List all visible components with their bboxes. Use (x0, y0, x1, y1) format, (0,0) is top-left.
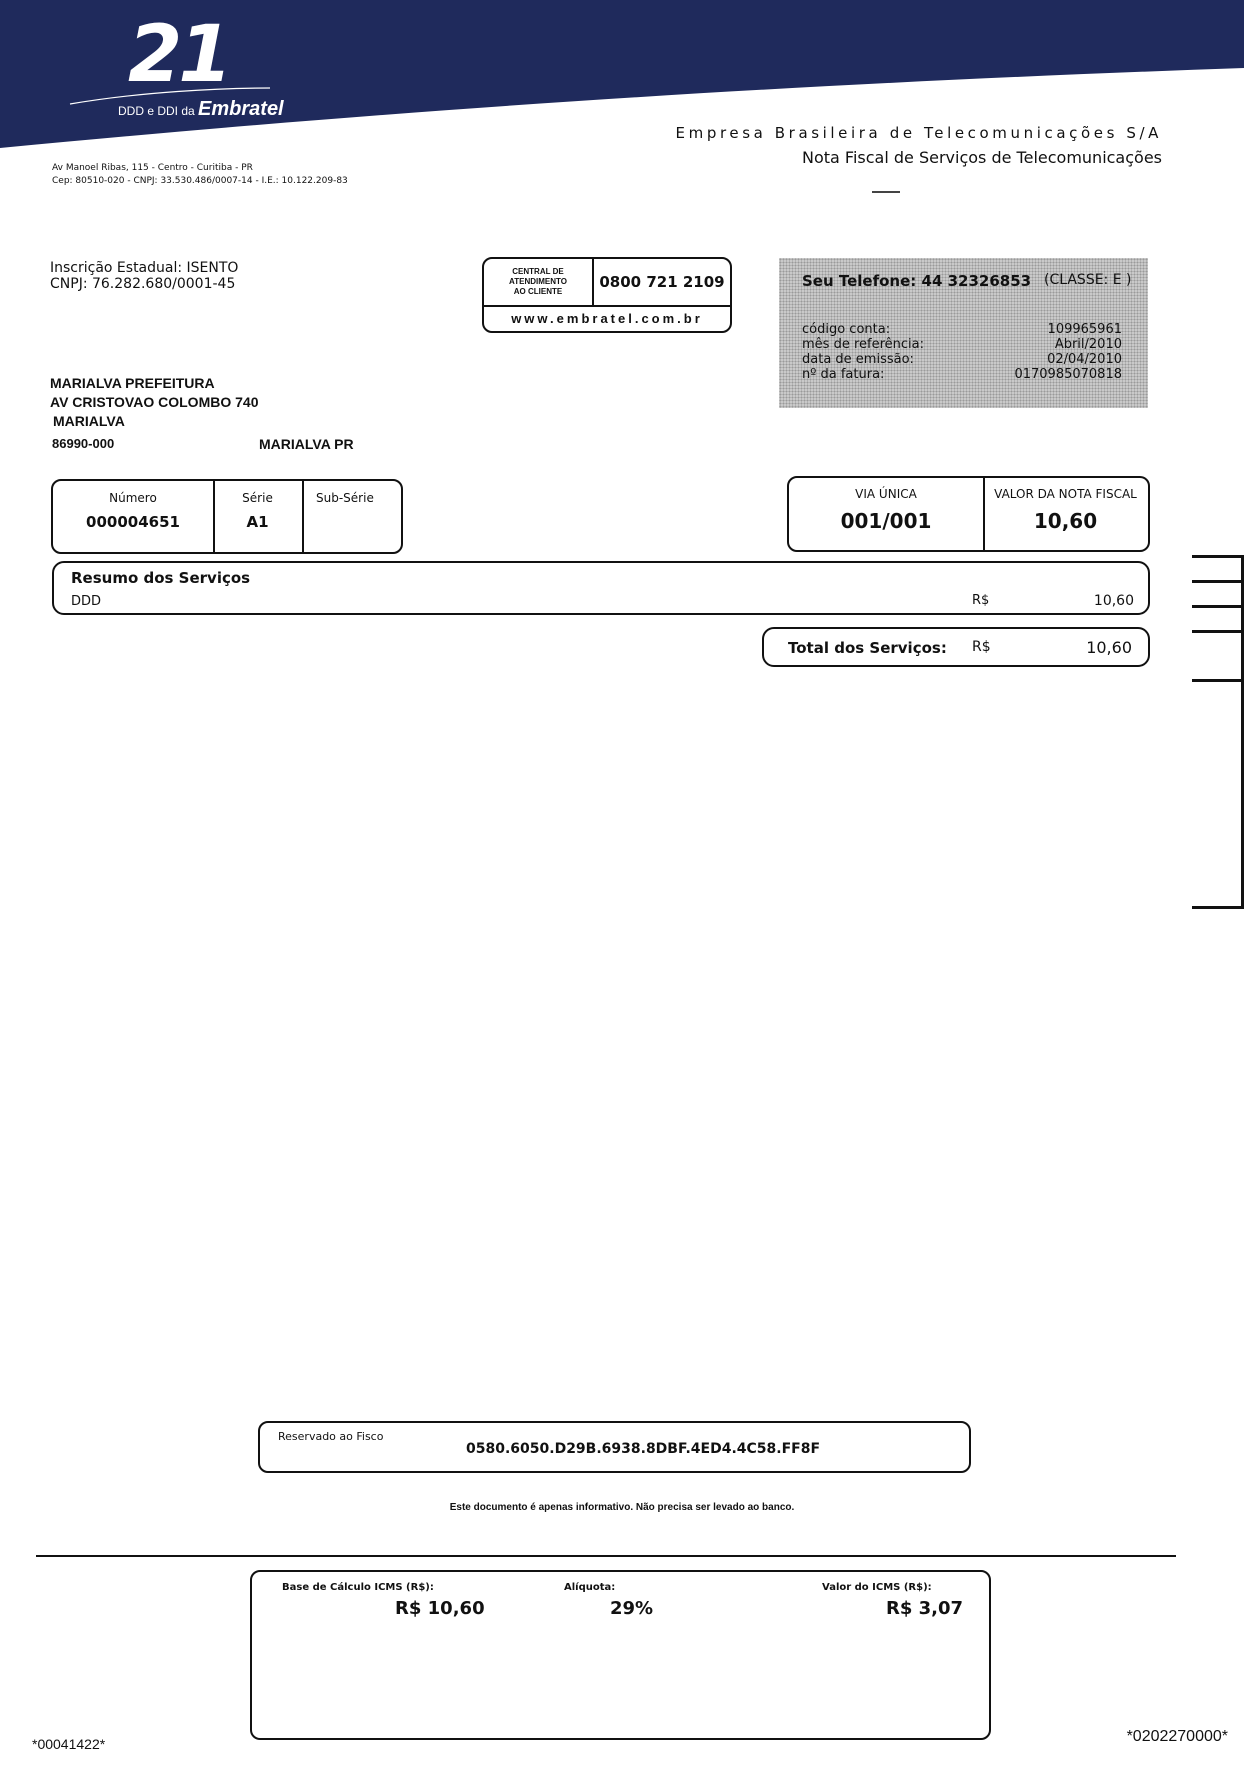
address-line-2: Cep: 80510-020 - CNPJ: 33.530.486/0007-14 - I.E.: 10.122.209-83 (52, 176, 348, 186)
via-cell (789, 478, 985, 550)
edge-mark (1192, 605, 1244, 608)
account-row (802, 322, 1122, 337)
total-label: Total dos Serviços: (788, 639, 947, 657)
account-row (802, 337, 1122, 352)
recipient-cep: 86990-000 (52, 436, 115, 451)
icms-base-value: R$ 10,60 (395, 1598, 485, 1619)
total-value: 10,60 (1086, 638, 1132, 657)
total-currency: R$ (972, 639, 991, 655)
fisco-box (258, 1421, 971, 1473)
contact-box (482, 257, 732, 333)
service-item-value: 10,60 (1093, 593, 1134, 609)
account-row (802, 367, 1122, 382)
logo-prefix: DDD e DDI da (118, 104, 195, 118)
service-item-name: DDD (71, 594, 102, 609)
cnpj: CNPJ: 76.282.680/0001-45 (50, 276, 236, 292)
services-total (762, 627, 1150, 667)
account-row (802, 352, 1122, 367)
classe: (CLASSE: E ) (1044, 272, 1132, 288)
company-address (52, 162, 348, 188)
via-label: VIA ÚNICA (855, 487, 917, 501)
edge-mark (1192, 679, 1244, 682)
title-dash (872, 191, 900, 193)
account-details (802, 322, 1122, 382)
informative-note: Este documento é apenas informativo. Não precisa ser levado ao banco. (449, 1502, 795, 1513)
services-title: Resumo dos Serviços (71, 569, 251, 587)
icms-valor-label: Valor do ICMS (R$): (822, 1582, 932, 1593)
separator-line (36, 1555, 1176, 1557)
fisco-code: 0580.6050.D29B.6938.8DBF.4ED4.4C58.FF8F (466, 1441, 821, 1457)
account-row-value: 0170985070818 (1014, 367, 1122, 382)
contact-label-line: CENTRAL DE (512, 267, 564, 276)
invoice-value-box (787, 476, 1150, 552)
edge-mark (1192, 580, 1244, 583)
account-row-value: Abril/2010 (1054, 337, 1122, 352)
account-row-label: data de emissão: (802, 352, 914, 367)
fisco-label: Reservado ao Fisco (278, 1430, 384, 1443)
edge-mark (1192, 630, 1244, 633)
account-row-value: 109965961 (1047, 322, 1122, 337)
valor-label: VALOR DA NOTA FISCAL (994, 487, 1137, 501)
customer-ids (50, 260, 238, 292)
contact-phone: 0800 721 2109 (594, 259, 730, 307)
serie-cell (213, 481, 304, 552)
contact-label-line: ATENDIMENTO (509, 277, 567, 286)
numero-value: 000004651 (86, 513, 180, 531)
recipient-street: AV CRISTOVAO COLOMBO 740 (50, 394, 259, 410)
via-value: 001/001 (840, 509, 932, 533)
recipient-name: MARIALVA PREFEITURA (50, 375, 215, 391)
numero-label: Número (109, 491, 157, 505)
footer-code-left: *00041422* (32, 1736, 106, 1752)
valor-value: 10,60 (1033, 509, 1098, 533)
logo-number: 21 (128, 10, 229, 100)
services-summary (52, 561, 1150, 615)
service-item-currency: R$ (972, 593, 990, 608)
phone-number: Seu Telefone: 44 32326853 (802, 272, 1032, 290)
account-row-label: mês de referência: (802, 337, 924, 352)
contact-label (484, 259, 594, 307)
document-title: Nota Fiscal de Serviços de Telecomunicações (802, 148, 1162, 167)
edge-mark (1192, 906, 1244, 909)
footer-code-right: *0202270000* (1126, 1728, 1228, 1745)
icms-aliquota-label: Alíquota: (564, 1582, 616, 1593)
account-row-label: código conta: (802, 322, 891, 337)
icms-box (250, 1570, 991, 1740)
account-row-value: 02/04/2010 (1047, 352, 1122, 367)
invoice-number-box (51, 479, 403, 554)
recipient-address (50, 374, 258, 431)
edge-mark (1192, 555, 1244, 558)
valor-cell (983, 478, 1148, 550)
recipient-city: MARIALVA (53, 413, 125, 429)
account-row-label: nº da fatura: (802, 367, 885, 382)
website-link[interactable]: www.embratel.com.br (511, 311, 703, 326)
company-name: Empresa Brasileira de Telecomunicações S/A (675, 124, 1162, 142)
logo-tagline (118, 98, 284, 121)
subserie-label: Sub-Série (316, 491, 374, 505)
recipient-city-state: MARIALVA PR (259, 436, 354, 452)
address-line-1: Av Manoel Ribas, 115 - Centro - Curitiba - PR (52, 163, 253, 173)
icms-valor-value: R$ 3,07 (886, 1598, 964, 1619)
icms-aliquota-value: 29% (610, 1598, 654, 1619)
icms-base-label: Base de Cálculo ICMS (R$): (282, 1582, 434, 1593)
contact-label-line: AO CLIENTE (513, 287, 563, 296)
numero-cell (53, 481, 215, 552)
inscricao-estadual: Inscrição Estadual: ISENTO (50, 260, 239, 276)
logo-brand: Embratel (198, 98, 284, 120)
serie-value: A1 (246, 513, 269, 531)
serie-label: Série (242, 491, 273, 505)
